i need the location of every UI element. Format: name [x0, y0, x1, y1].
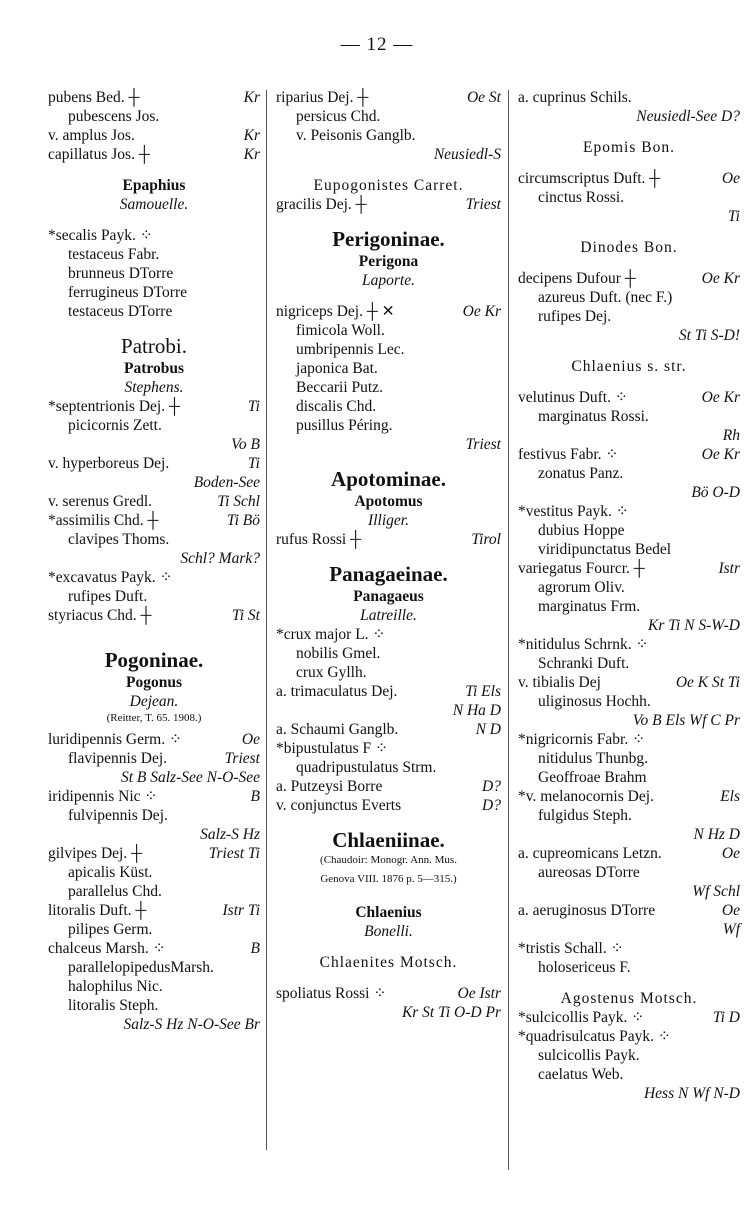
subgenus-heading: Agostenus Motsch. — [560, 990, 698, 1007]
species-name: parallelopipedusMarsh. — [68, 959, 214, 976]
species-entry — [518, 445, 740, 464]
region-code: Ti — [247, 455, 260, 472]
species-entry — [48, 492, 260, 511]
region-code: Oe — [241, 731, 260, 748]
species-name: v. conjunctus Everts — [276, 797, 402, 814]
synonym-entry — [48, 806, 260, 825]
region-code: Triest — [224, 750, 260, 767]
distribution-note: Wf Schl — [692, 883, 740, 900]
synonym-entry — [518, 749, 740, 768]
species-name: a. cupreomicans Letzn. — [518, 845, 662, 862]
subfamily-heading: Chlaeniinae. — [332, 828, 445, 852]
synonym-entry — [518, 521, 740, 540]
species-name: fimicola Woll. — [296, 322, 385, 339]
species-name: Geoffroae Brahm — [538, 769, 647, 786]
synonym-entry — [276, 126, 501, 145]
species-entry — [276, 777, 501, 796]
synonym-entry — [276, 321, 501, 340]
species-name: caelatus Web. — [538, 1066, 624, 1083]
synonym-entry — [48, 958, 260, 977]
synonym-entry — [48, 283, 260, 302]
subgenus-heading: Eupogonistes Carret. — [313, 177, 464, 194]
subgenus-heading: Chlaenites Motsch. — [319, 954, 458, 971]
species-name: *bipustulatus F ⁘ — [276, 740, 389, 757]
synonym-entry — [48, 416, 260, 435]
synonym-entry — [48, 882, 260, 901]
species-entry — [48, 226, 260, 245]
synonym-entry — [518, 768, 740, 787]
genus-heading: Apotomus — [354, 493, 423, 510]
species-name: capillatus Jos. ┼ — [48, 146, 150, 163]
region-code: Triest — [465, 196, 501, 213]
region-code: Kr — [243, 146, 260, 163]
species-name: v. amplus Jos. — [48, 127, 135, 144]
species-entry — [48, 939, 260, 958]
synonym-entry — [518, 597, 740, 616]
synonym-entry — [518, 578, 740, 597]
species-name: *v. melanocornis Dej. — [518, 788, 654, 805]
species-name: v. tibialis Dej — [518, 674, 601, 691]
species-name: rufus Rossi ┼ — [276, 531, 362, 548]
species-entry — [518, 635, 740, 654]
species-name: *nigricornis Fabr. ⁘ — [518, 731, 646, 748]
species-name: testaceus DTorre — [68, 303, 173, 320]
species-entry — [276, 530, 501, 549]
synonym-entry — [48, 863, 260, 882]
spacer — [518, 376, 740, 388]
synonym-entry — [518, 188, 740, 207]
synonym-entry — [48, 587, 260, 606]
spacer — [518, 345, 740, 357]
spacer — [276, 549, 501, 561]
species-name: *vestitus Payk. ⁘ — [518, 503, 629, 520]
synonym-entry — [518, 958, 740, 977]
tribe-heading: Patrobi. — [121, 334, 187, 358]
spacer — [518, 226, 740, 238]
genus-heading: Chlaenius — [355, 904, 422, 921]
species-name: rufipes Duft. — [68, 588, 148, 605]
page-number: — 12 — — [340, 34, 414, 55]
species-name: Beccarii Putz. — [296, 379, 383, 396]
species-name: decipens Dufour ┼ — [518, 270, 636, 287]
species-name: rufipes Dej. — [538, 308, 612, 325]
species-entry — [48, 730, 260, 749]
species-name: pubens Bed. ┼ — [48, 89, 140, 106]
synonym-entry — [48, 996, 260, 1015]
species-name: v. Peisonis Ganglb. — [296, 127, 416, 144]
species-name: japonica Bat. — [296, 360, 378, 377]
author-name: Bonelli. — [364, 923, 413, 940]
region-code: Ti St — [231, 607, 260, 624]
distribution-note: St Ti S-D! — [678, 327, 740, 344]
species-name: *crux major L. ⁘ — [276, 626, 386, 643]
region-code: Oe — [721, 902, 740, 919]
region-code: B — [250, 788, 260, 805]
author-name: Dejean. — [129, 693, 179, 710]
synonym-entry — [48, 264, 260, 283]
species-name: styriacus Chd. ┼ — [48, 607, 152, 624]
genus-heading: Panagaeus — [353, 588, 424, 605]
region-code: Ti D — [712, 1009, 740, 1026]
species-entry — [518, 559, 740, 578]
synonym-entry — [48, 920, 260, 939]
species-name: a. Schaumi Ganglb. — [276, 721, 399, 738]
species-name: sulcicollis Payk. — [538, 1047, 640, 1064]
distribution-note: St B Salz-See N-O-See — [120, 769, 260, 786]
species-name: *tristis Schall. ⁘ — [518, 940, 624, 957]
spacer — [48, 214, 260, 226]
spacer — [518, 257, 740, 269]
region-code: B — [250, 940, 260, 957]
region-code: Ti Els — [465, 683, 501, 700]
column-right — [518, 88, 740, 1103]
synonym-entry — [276, 416, 501, 435]
region-code: Oe Kr — [462, 303, 501, 320]
region-code: Ti Bö — [226, 512, 260, 529]
synonym-entry — [518, 863, 740, 882]
species-entry — [48, 397, 260, 416]
species-name: *septentrionis Dej. ┼ — [48, 398, 180, 415]
species-name: v. serenus Gredl. — [48, 493, 153, 510]
species-name: flavipennis Dej. — [68, 750, 168, 767]
synonym-entry — [48, 749, 260, 768]
region-code: Oe Kr — [701, 446, 740, 463]
distribution-note: Boden-See — [193, 474, 260, 491]
species-entry — [518, 269, 740, 288]
species-name: gracilis Dej. ┼ — [276, 196, 367, 213]
species-name: brunneus DTorre — [68, 265, 174, 282]
synonym-entry — [518, 288, 740, 307]
column-left — [48, 88, 260, 1034]
region-code: Oe Kr — [701, 270, 740, 287]
species-entry — [48, 844, 260, 863]
species-name: pusillus Péring. — [296, 417, 393, 434]
distribution-note: Bö O-D — [691, 484, 740, 501]
author-name: Laporte. — [362, 272, 415, 289]
spacer — [276, 454, 501, 466]
species-entry — [276, 302, 501, 321]
distribution-note: Vo B Els Wf C Pr — [632, 712, 740, 729]
species-name: a. cuprinus Schils. — [518, 89, 632, 106]
subgenus-heading: Dinodes Bon. — [580, 239, 678, 256]
species-name: nitidulus Thunbg. — [538, 750, 648, 767]
author-name: Latreille. — [360, 607, 417, 624]
species-name: fulvipennis Dej. — [68, 807, 168, 824]
species-name: azureus Duft. (nec F.) — [538, 289, 673, 306]
spacer — [518, 126, 740, 138]
species-name: parallelus Chd. — [68, 883, 162, 900]
spacer — [276, 941, 501, 953]
region-code: Oe Kr — [701, 389, 740, 406]
species-entry — [48, 126, 260, 145]
subgenus-heading: Epomis Bon. — [583, 139, 675, 156]
author-name: Samouelle. — [119, 196, 189, 213]
species-entry — [518, 1008, 740, 1027]
species-name: *assimilis Chd. ┼ — [48, 512, 159, 529]
spacer — [276, 290, 501, 302]
spacer — [276, 891, 501, 903]
species-name: apicalis Küst. — [68, 864, 153, 881]
species-entry — [48, 787, 260, 806]
species-name: riparius Dej. ┼ — [276, 89, 369, 106]
species-entry — [48, 901, 260, 920]
species-name: pubescens Jos. — [68, 108, 160, 125]
species-name: *excavatus Payk. ⁘ — [48, 569, 173, 586]
species-name: circumscriptus Duft. ┼ — [518, 170, 661, 187]
species-entry — [276, 88, 501, 107]
region-code: Istr — [718, 560, 740, 577]
species-entry — [276, 739, 501, 758]
species-name: *nitidulus Schrnk. ⁘ — [518, 636, 649, 653]
synonym-entry — [276, 644, 501, 663]
genus-heading: Perigona — [358, 253, 419, 270]
species-name: litoralis Duft. ┼ — [48, 902, 147, 919]
column-divider — [266, 90, 267, 1150]
subfamily-heading: Perigoninae. — [332, 227, 445, 251]
species-name: marginatus Rossi. — [538, 408, 649, 425]
species-name: clavipes Thoms. — [68, 531, 170, 548]
species-name: nobilis Gmel. — [296, 645, 381, 662]
synonym-entry — [518, 307, 740, 326]
synonym-entry — [518, 654, 740, 673]
species-name: fulgidus Steph. — [538, 807, 632, 824]
species-name: pilipes Germ. — [68, 921, 153, 938]
region-code: N D — [475, 721, 501, 738]
species-name: uliginosus Hochh. — [538, 693, 651, 710]
species-name: a. Putzeysi Borre — [276, 778, 383, 795]
species-entry — [518, 673, 740, 692]
spacer — [276, 972, 501, 984]
synonym-entry — [518, 1046, 740, 1065]
species-name: nigriceps Dej. ┼ ✕ — [276, 303, 395, 320]
species-entry — [276, 625, 501, 644]
species-name: a. aeruginosus DTorre — [518, 902, 656, 919]
distribution-note: N Hz D — [693, 826, 740, 843]
synonym-entry — [276, 378, 501, 397]
species-name: quadripustulatus Strm. — [296, 759, 437, 776]
species-name: holosericeus F. — [538, 959, 631, 976]
synonym-entry — [518, 464, 740, 483]
species-entry — [518, 901, 740, 920]
synonym-entry — [48, 245, 260, 264]
species-entry — [518, 730, 740, 749]
species-name: velutinus Duft. ⁘ — [518, 389, 628, 406]
region-code: Oe — [721, 845, 740, 862]
spacer — [48, 164, 260, 176]
spacer — [48, 625, 260, 647]
species-name: festivus Fabr. ⁘ — [518, 446, 619, 463]
species-entry — [276, 796, 501, 815]
subfamily-heading: Panagaeinae. — [329, 562, 448, 586]
species-entry — [518, 939, 740, 958]
species-entry — [276, 195, 501, 214]
species-entry — [518, 787, 740, 806]
species-name: *secalis Payk. ⁘ — [48, 227, 153, 244]
species-entry — [48, 568, 260, 587]
species-name: a. trimaculatus Dej. — [276, 683, 398, 700]
synonym-entry — [276, 758, 501, 777]
distribution-note: Kr Ti N S-W-D — [647, 617, 740, 634]
species-name: litoralis Steph. — [68, 997, 159, 1014]
synonym-entry — [518, 692, 740, 711]
species-name: variegatus Fourcr. ┼ — [518, 560, 645, 577]
species-entry — [48, 454, 260, 473]
species-name: testaceus Fabr. — [68, 246, 160, 263]
region-code: Ti Schl — [217, 493, 260, 510]
region-code: Kr — [243, 127, 260, 144]
species-entry — [48, 88, 260, 107]
synonym-entry — [518, 540, 740, 559]
species-name: dubius Hoppe — [538, 522, 625, 539]
distribution-note: Schl? Mark? — [180, 550, 260, 567]
species-entry — [48, 145, 260, 164]
genus-heading: Patrobus — [123, 360, 184, 377]
species-entry — [276, 984, 501, 1003]
species-entry — [48, 511, 260, 530]
distribution-note: Wf — [722, 921, 740, 938]
subfamily-heading: Apotominae. — [331, 467, 446, 491]
distribution-note: Neusiedl-See D? — [636, 108, 740, 125]
synonym-entry — [276, 397, 501, 416]
region-code: Els — [720, 788, 740, 805]
distribution-note: Hess N Wf N-D — [643, 1085, 740, 1102]
synonym-entry — [48, 107, 260, 126]
region-code: Oe Istr — [457, 985, 501, 1002]
distribution-note: Neusiedl-S — [433, 146, 501, 163]
subgenus-heading: Chlaenius s. str. — [571, 358, 687, 375]
species-name: *quadrisulcatus Payk. ⁘ — [518, 1028, 671, 1045]
reference-note: Genova VIII. 1876 p. 5—315.) — [320, 873, 457, 885]
species-name: Schranki Duft. — [538, 655, 630, 672]
distribution-note: Kr St Ti O-D Pr — [401, 1004, 501, 1021]
region-code: Oe — [721, 170, 740, 187]
species-entry — [518, 1027, 740, 1046]
species-entry — [518, 844, 740, 863]
author-name: Stephens. — [124, 379, 184, 396]
species-name: picicornis Zett. — [68, 417, 162, 434]
species-name: luridipennis Germ. ⁘ — [48, 731, 182, 748]
species-name: discalis Chd. — [296, 398, 377, 415]
synonym-entry — [48, 302, 260, 321]
distribution-note: Salz-S Hz N-O-See Br — [123, 1016, 260, 1033]
author-name: Illiger. — [368, 512, 409, 529]
region-code: Oe St — [466, 89, 501, 106]
species-entry — [276, 682, 501, 701]
synonym-entry — [48, 530, 260, 549]
region-code: Tirol — [471, 531, 501, 548]
synonym-entry — [276, 107, 501, 126]
species-name: marginatus Frm. — [538, 598, 641, 615]
species-entry — [518, 169, 740, 188]
species-name: v. hyperboreus Dej. — [48, 455, 170, 472]
region-code: Ti — [247, 398, 260, 415]
subfamily-heading: Pogoninae. — [104, 648, 204, 672]
region-code: Oe K St Ti — [675, 674, 740, 691]
spacer — [48, 321, 260, 333]
region-code: Kr — [243, 89, 260, 106]
region-code: D? — [482, 797, 501, 814]
species-name: umbripennis Lec. — [296, 341, 405, 358]
synonym-entry — [518, 1065, 740, 1084]
synonym-entry — [518, 806, 740, 825]
species-name: iridipennis Nic ⁘ — [48, 788, 158, 805]
species-name: *sulcicollis Payk. ⁘ — [518, 1009, 645, 1026]
species-name: agrorum Oliv. — [538, 579, 625, 596]
spacer — [276, 815, 501, 827]
column-divider — [508, 90, 509, 1170]
reference-note: (Reitter, T. 65. 1908.) — [106, 712, 202, 724]
reference-note: (Chaudoir: Monogr. Ann. Mus. — [320, 854, 457, 866]
spacer — [276, 164, 501, 176]
species-entry — [518, 388, 740, 407]
genus-heading: Epaphius — [122, 177, 186, 194]
species-entry — [48, 606, 260, 625]
synonym-entry — [48, 977, 260, 996]
genus-heading: Pogonus — [126, 674, 182, 691]
species-name: viridipunctatus Bedel — [538, 541, 672, 558]
species-name: halophilus Nic. — [68, 978, 163, 995]
synonym-entry — [276, 663, 501, 682]
region-code: Triest Ti — [208, 845, 260, 862]
distribution-note: Salz-S Hz — [200, 826, 260, 843]
species-name: cinctus Rossi. — [538, 189, 625, 206]
species-name: gilvipes Dej. ┼ — [48, 845, 143, 862]
synonym-entry — [276, 340, 501, 359]
species-name: ferrugineus DTorre — [68, 284, 187, 301]
spacer — [518, 157, 740, 169]
species-name: aureosas DTorre — [538, 864, 640, 881]
distribution-note: Rh — [722, 427, 740, 444]
region-code: Istr Ti — [222, 902, 260, 919]
species-entry — [276, 720, 501, 739]
distribution-note: Triest — [465, 436, 501, 453]
synonym-entry — [276, 359, 501, 378]
species-entry — [518, 88, 740, 107]
spacer — [518, 977, 740, 989]
species-name: chalceus Marsh. ⁘ — [48, 940, 166, 957]
distribution-note: N Ha D — [452, 702, 501, 719]
region-code: D? — [482, 778, 501, 795]
species-name: persicus Chd. — [296, 108, 381, 125]
species-name: crux Gyllh. — [296, 664, 367, 681]
distribution-note: Vo B — [231, 436, 260, 453]
species-name: zonatus Panz. — [538, 465, 624, 482]
species-entry — [518, 502, 740, 521]
distribution-note: Ti — [727, 208, 740, 225]
synonym-entry — [518, 407, 740, 426]
spacer — [276, 214, 501, 226]
column-middle — [276, 88, 501, 1022]
species-name: spoliatus Rossi ⁘ — [276, 985, 387, 1002]
